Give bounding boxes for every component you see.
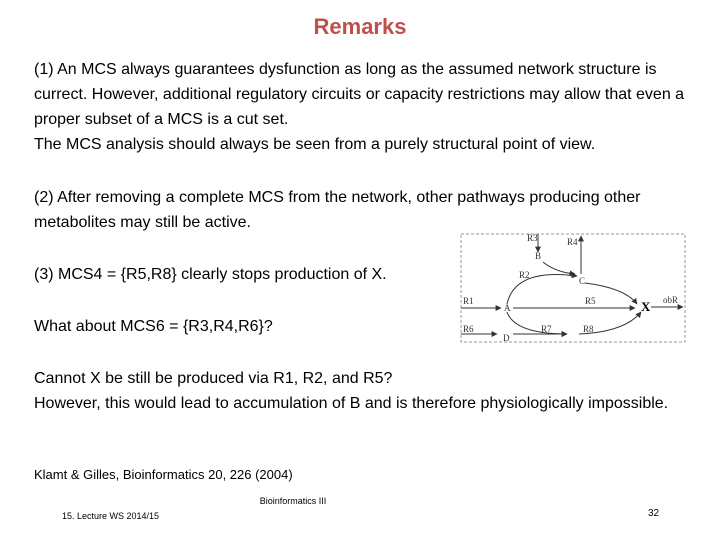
node-b: B	[535, 251, 542, 261]
b-to-c-arrow	[543, 262, 575, 274]
label-r2: R2	[519, 270, 530, 280]
node-a: A	[504, 303, 511, 313]
answer	[34, 366, 694, 416]
label-r1: R1	[463, 296, 474, 306]
network-diagram	[455, 228, 691, 348]
node-d: D	[503, 333, 510, 343]
label-r4: R4	[567, 237, 578, 247]
remark-3-text: (3) MCS4 = {R5,R8} clearly stops production of X.	[34, 266, 387, 283]
label-r7: R7	[541, 324, 552, 334]
remark-2-text: (2) After removing a complete MCS from the network, other pathways producing other metabolites may still be active.	[34, 189, 641, 231]
page-number: 32	[648, 508, 660, 519]
a-to-d-arrow	[507, 312, 567, 334]
remark-1-text: (1) An MCS always guarantees dysfunction as long as the assumed network structure is currect. However, additional regulatory circuits or capacity restrictions may allow that even a proper subset of a MCS is a cut set.	[34, 61, 685, 128]
footer-lecture: 15. Lecture WS 2014/15	[62, 511, 160, 521]
page-title: Remarks	[313, 14, 407, 39]
node-c: C	[579, 276, 586, 286]
label-r8: R8	[583, 324, 594, 334]
label-obr: obR	[663, 295, 679, 305]
question-text: What about MCS6 = {R3,R4,R6}?	[34, 318, 273, 335]
label-r5: R5	[585, 296, 596, 306]
reaction-r2-arrow	[507, 275, 577, 304]
label-r6: R6	[463, 324, 474, 334]
remark-1	[34, 57, 694, 157]
answer-text: However, this would lead to accumulation of B and is therefore physiologically impossible.	[34, 395, 669, 412]
citation: Klamt & Gilles, Bioinformatics 20, 226 (2004)	[34, 467, 293, 482]
label-r3: R3	[527, 233, 538, 243]
footer-course: Bioinformatics III	[259, 496, 327, 506]
system-boundary	[461, 234, 685, 342]
node-x: X	[641, 299, 651, 314]
remark-1-conclusion: The MCS analysis should always be seen from a purely structural point of view.	[34, 136, 596, 153]
answer-question-text: Cannot X be still be produced via R1, R2, and R5?	[34, 370, 393, 387]
